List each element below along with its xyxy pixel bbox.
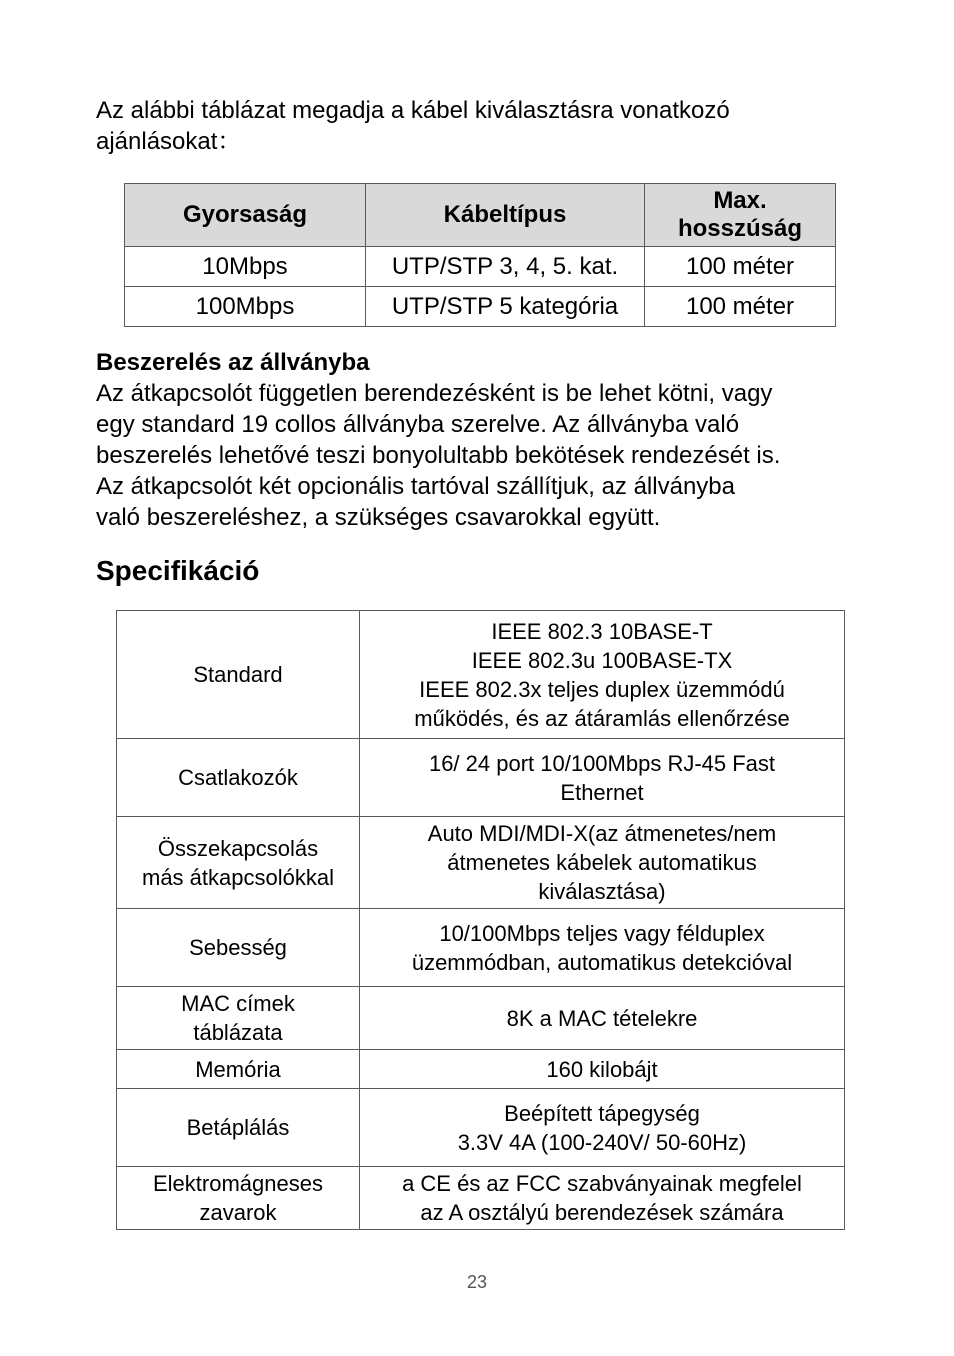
spec-value-cell: a CE és az FCC szabványainak megfelel az A osztályú berendezések számára — [360, 1167, 845, 1230]
spec-value-cell: 8K a MAC tételekre — [360, 987, 845, 1050]
rack-mount-paragraph — [96, 378, 876, 533]
spec-value-cell: Beépített tápegység 3.3V 4A (100-240V/ 50-60Hz) — [360, 1089, 845, 1167]
spec-label-cell: Csatlakozók — [117, 739, 360, 817]
spec-heading: Specifikáció — [96, 555, 260, 586]
cell-cable-type: UTP/STP 3, 4, 5. kat. — [366, 247, 645, 287]
cell-max-length: 100 méter — [645, 247, 836, 287]
paragraph-line: Az átkapcsolót független berendezésként is be lehet kötni, vagy — [96, 380, 773, 407]
spec-label-cell: Sebesség — [117, 909, 360, 987]
cell-speed: 10Mbps — [125, 247, 366, 287]
page-number: 23 — [466, 1272, 488, 1292]
spec-value-cell: Auto MDI/MDI-X(az átmenetes/nem átmenetes kábelek automatikus kiválasztása) — [360, 817, 845, 909]
table-row — [117, 1167, 845, 1230]
table-header-row — [125, 184, 836, 247]
table-row — [117, 739, 845, 817]
rack-mount-heading: Beszerelés az állványba — [96, 349, 370, 376]
table-row — [117, 1050, 845, 1089]
specification-table — [116, 610, 845, 1230]
spec-value-cell: IEEE 802.3 10BASE-T IEEE 802.3u 100BASE-TX IEEE 802.3x teljes duplex üzemmódú működés, és az átáramlás ellenőrzése — [360, 611, 845, 739]
table-row — [117, 611, 845, 739]
table-row — [117, 817, 845, 909]
spec-value-cell: 16/ 24 port 10/100Mbps RJ-45 Fast Ethernet — [360, 739, 845, 817]
spec-label-cell: Összekapcsolás más átkapcsolókkal — [117, 817, 360, 909]
cable-recommendation-table — [124, 183, 836, 327]
spec-label-cell: Standard — [117, 611, 360, 739]
spec-value-cell: 160 kilobájt — [360, 1050, 845, 1089]
spec-label-cell: MAC címek táblázata — [117, 987, 360, 1050]
spec-label-cell: Betáplálás — [117, 1089, 360, 1167]
intro-line: ajánlásokat： — [96, 128, 242, 155]
paragraph-line: beszerelés lehetővé teszi bonyolultabb bekötések rendezését is. — [96, 442, 781, 469]
cell-max-length: 100 méter — [645, 287, 836, 327]
table-row — [117, 987, 845, 1050]
cell-cable-type: UTP/STP 5 kategória — [366, 287, 645, 327]
spec-table-body — [117, 611, 845, 1230]
spec-label-cell: Memória — [117, 1050, 360, 1089]
intro-paragraph — [96, 95, 876, 157]
paragraph-line: Az átkapcsolót két opcionális tartóval szállítjuk, az állványba — [96, 473, 735, 500]
table-row — [117, 1089, 845, 1167]
header-speed: Gyorsaság — [125, 184, 366, 247]
cell-speed: 100Mbps — [125, 287, 366, 327]
paragraph-line: való beszereléshez, a szükséges csavarokkal együtt. — [96, 504, 661, 531]
table-row — [125, 247, 836, 287]
table-row — [125, 287, 836, 327]
header-cable-type: Kábeltípus — [366, 184, 645, 247]
table-row — [117, 909, 845, 987]
intro-line: Az alábbi táblázat megadja a kábel kiválasztásra vonatkozó — [96, 97, 730, 124]
header-max-length: Max. hosszúság — [645, 184, 836, 247]
paragraph-line: egy standard 19 collos állványba szerelve. Az állványba való — [96, 411, 740, 438]
spec-value-cell: 10/100Mbps teljes vagy félduplex üzemmódban, automatikus detekcióval — [360, 909, 845, 987]
spec-label-cell: Elektromágneses zavarok — [117, 1167, 360, 1230]
